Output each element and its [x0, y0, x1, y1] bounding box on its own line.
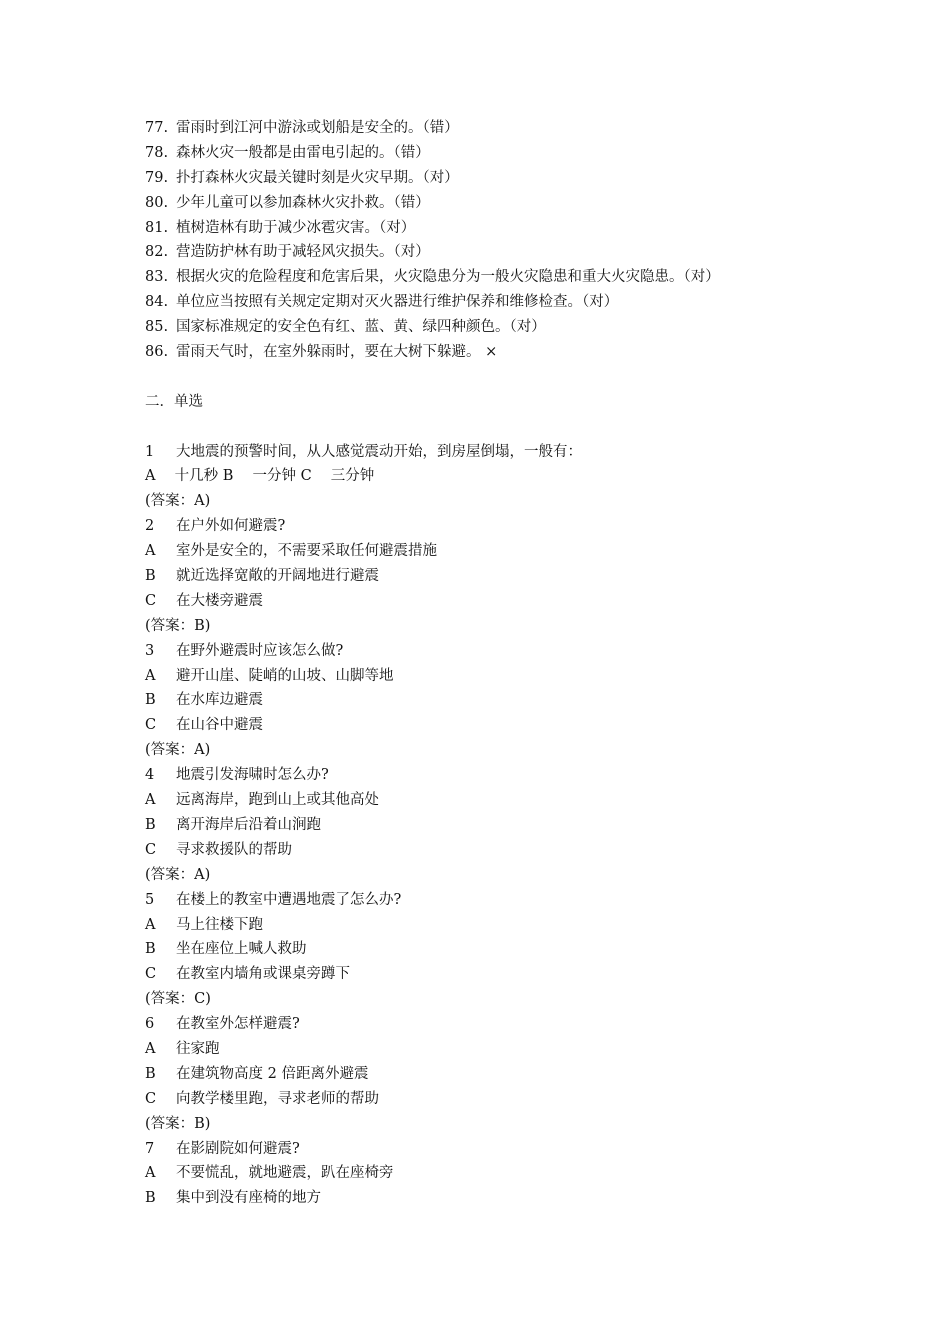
option-letter: A: [145, 1040, 156, 1057]
option-text: 在教室内墙角或课桌旁蹲下: [176, 966, 350, 983]
option-text: 避开山崖、陡峭的山坡、山脚等地: [176, 667, 394, 684]
question-stem: [145, 639, 845, 664]
item-number: 85.: [145, 319, 169, 336]
option-text: 寻求救援队的帮助: [176, 841, 292, 858]
answer-line: (答案：B): [145, 1115, 211, 1132]
option-text: 向教学楼里跑，寻求老师的帮助: [176, 1090, 379, 1107]
tf-item-82: [145, 240, 845, 265]
option-letter: C: [145, 966, 157, 983]
item-text: 植树造林有助于减少冰雹灾害。（对）: [176, 219, 416, 236]
option-letter: A: [145, 792, 156, 809]
section-title: 二．单选: [145, 393, 203, 410]
option-letter: C: [145, 841, 157, 858]
option-text: 集中到没有座椅的地方: [176, 1190, 321, 1207]
question-number: 5: [145, 891, 155, 908]
option-letter: B: [145, 692, 156, 709]
question-number: 6: [145, 1016, 155, 1033]
option-text: 在建筑物高度 2 倍距离外避震: [176, 1065, 369, 1082]
question-text: 地震引发海啸时怎么办?: [176, 767, 329, 784]
option-a: [145, 664, 845, 689]
question-text: 在户外如何避震?: [176, 518, 286, 535]
question-stem: [145, 440, 845, 465]
answer-line: (答案：A): [145, 493, 211, 510]
item-number: 79.: [145, 169, 169, 186]
option-text: 远离海岸，跑到山上或其他高处: [176, 792, 379, 809]
question-text: 在楼上的教室中遭遇地震了怎么办?: [176, 891, 402, 908]
item-text: 少年儿童可以参加森林火灾扑救。（错）: [176, 194, 430, 211]
tf-item-86: [145, 340, 845, 365]
item-text: 单位应当按照有关规定定期对灭火器进行维护保养和维修检查。（对）: [176, 294, 619, 311]
option-letter: B: [145, 568, 156, 585]
option-b: [145, 813, 845, 838]
option-text: 在山谷中避震: [176, 717, 263, 734]
tf-item-85: [145, 315, 845, 340]
answer-line: (答案：A): [145, 866, 211, 883]
option-b: [145, 564, 845, 589]
option-c: [145, 1087, 845, 1112]
option-a: [145, 788, 845, 813]
item-number: 80.: [145, 194, 169, 211]
question-4: [145, 763, 845, 887]
option-text: 室外是安全的，不需要采取任何避震措施: [176, 543, 437, 560]
item-number: 83.: [145, 269, 169, 286]
item-number: 86.: [145, 344, 169, 361]
item-number: 77.: [145, 120, 169, 136]
option-text: 在水库边避震: [176, 692, 263, 709]
option-text: 往家跑: [176, 1040, 220, 1057]
option-letter: A: [145, 916, 156, 933]
question-6: [145, 1012, 845, 1136]
tf-item-79: [145, 166, 845, 191]
option-letter: B: [145, 816, 156, 833]
document-page: [145, 116, 845, 1211]
option-letter: B: [145, 1190, 156, 1207]
question-text: 大地震的预警时间，从人感觉震动开始，到房屋倒塌，一般有：: [176, 443, 582, 460]
item-number: 81.: [145, 219, 169, 236]
true-false-list: [145, 116, 845, 365]
question-stem: [145, 514, 845, 539]
option-a: [145, 1161, 845, 1186]
item-number: 78.: [145, 144, 169, 161]
item-text: 雷雨天气时，在室外躲雨时，要在大树下躲避。 ×: [176, 344, 498, 361]
item-text: 雷雨时到江河中游泳或划船是安全的。（错）: [176, 120, 459, 136]
option-a: [145, 539, 845, 564]
option-c: [145, 713, 845, 738]
question-3: [145, 639, 845, 763]
option-text: 坐在座位上喊人救助: [176, 941, 307, 958]
tf-item-84: [145, 290, 845, 315]
item-number: 82.: [145, 244, 169, 261]
answer-line: (答案：C): [145, 991, 211, 1008]
item-text: 营造防护林有助于减轻风灾损失。（对）: [176, 244, 430, 261]
question-stem: [145, 888, 845, 913]
item-text: 国家标准规定的安全色有红、蓝、黄、绿四种颜色。（对）: [176, 319, 546, 336]
option-letter: C: [145, 592, 157, 609]
option-letter: B: [145, 1065, 156, 1082]
option-c: [145, 962, 845, 987]
question-stem: [145, 1137, 845, 1162]
option-a: [145, 913, 845, 938]
tf-item-81: [145, 216, 845, 241]
option-text: 就近选择宽敞的开阔地进行避震: [176, 568, 379, 585]
option-letter: A: [145, 1165, 156, 1182]
option-text: 马上往楼下跑: [176, 916, 263, 933]
option-letter: C: [145, 717, 157, 734]
question-5: [145, 888, 845, 1012]
option-a: [145, 1037, 845, 1062]
tf-item-78: [145, 141, 845, 166]
question-text: 在野外避震时应该怎么做?: [176, 642, 344, 659]
question-2: [145, 514, 845, 638]
options-inline: A 十几秒 B 一分钟 C 三分钟: [145, 468, 375, 485]
option-letter: C: [145, 1090, 157, 1107]
option-b: [145, 1186, 845, 1211]
option-c: [145, 838, 845, 863]
item-text: 森林火灾一般都是由雷电引起的。（错）: [176, 144, 430, 161]
option-b: [145, 688, 845, 713]
question-stem: [145, 763, 845, 788]
option-letter: B: [145, 941, 156, 958]
option-b: [145, 937, 845, 962]
option-text: 离开海岸后沿着山涧跑: [176, 816, 321, 833]
question-1: [145, 440, 845, 515]
tf-item-80: [145, 191, 845, 216]
item-number: 84.: [145, 294, 169, 311]
option-c: [145, 589, 845, 614]
question-number: 3: [145, 642, 155, 659]
question-number: 1: [145, 443, 155, 460]
question-number: 7: [145, 1140, 155, 1157]
answer-line: (答案：A): [145, 742, 211, 759]
tf-item-77: [145, 116, 845, 141]
question-stem: [145, 1012, 845, 1037]
option-text: 不要慌乱，就地避震，趴在座椅旁: [176, 1165, 394, 1182]
option-letter: A: [145, 543, 156, 560]
option-letter: A: [145, 667, 156, 684]
tf-item-83: [145, 265, 845, 290]
question-number: 2: [145, 518, 155, 535]
question-text: 在影剧院如何避震?: [176, 1140, 300, 1157]
option-b: [145, 1062, 845, 1087]
spacer: [145, 415, 845, 440]
question-number: 4: [145, 767, 155, 784]
answer-line: (答案：B): [145, 617, 211, 634]
item-text: 根据火灾的危险程度和危害后果，火灾隐患分为一般火灾隐患和重大火灾隐患。（对）: [176, 269, 720, 286]
spacer: [145, 365, 845, 390]
option-text: 在大楼旁避震: [176, 592, 263, 609]
question-text: 在教室外怎样避震?: [176, 1016, 300, 1033]
question-7: [145, 1137, 845, 1212]
item-text: 扑打森林火灾最关键时刻是火灾早期。（对）: [176, 169, 459, 186]
